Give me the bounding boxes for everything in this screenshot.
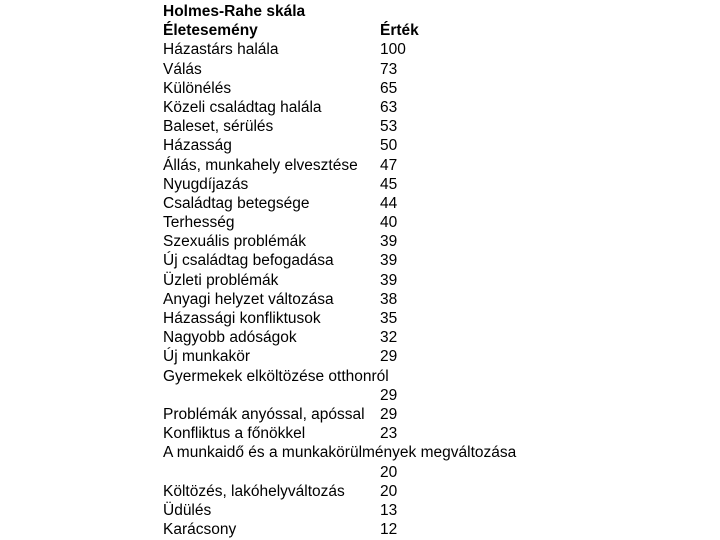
event-name: A munkaidő és a munkakörülmények megváltozása	[163, 444, 517, 462]
table-row	[163, 117, 720, 136]
table-row	[163, 194, 720, 213]
event-value: 50	[380, 137, 398, 155]
event-value: 39	[380, 252, 398, 270]
event-name: Különélés	[163, 79, 232, 97]
table-row	[163, 520, 720, 539]
event-value: 63	[380, 98, 398, 116]
table-row	[163, 232, 720, 251]
event-name: Problémák anyóssal, apóssal	[163, 405, 365, 423]
header-value: Érték	[380, 22, 419, 40]
table-row	[163, 251, 720, 270]
table-row	[163, 156, 720, 175]
event-name: Családtag betegsége	[163, 194, 310, 212]
event-name: Új családtag befogadása	[163, 252, 334, 270]
event-name: Üdülés	[163, 501, 212, 519]
event-name: Házassági konfliktusok	[163, 310, 321, 327]
event-value: 45	[380, 175, 398, 193]
table-row	[163, 443, 720, 481]
event-value: 13	[380, 501, 398, 519]
event-name: Szexuális problémák	[163, 233, 307, 251]
event-name: Baleset, sérülés	[163, 118, 274, 136]
document-title: Holmes-Rahe skála	[163, 3, 306, 20]
event-value: 39	[380, 233, 398, 251]
event-value: 23	[380, 425, 398, 443]
table-row	[163, 79, 720, 98]
table-row	[163, 328, 720, 347]
table-row	[163, 309, 720, 328]
table-row	[163, 482, 720, 501]
table-row	[163, 271, 720, 290]
event-value: 20	[380, 463, 398, 481]
event-name: Állás, munkahely elvesztése	[163, 156, 358, 174]
event-name: Üzleti problémák	[163, 271, 279, 289]
event-value: 73	[380, 60, 398, 78]
table-row	[163, 136, 720, 155]
table-row	[163, 40, 720, 59]
event-name: Házasság	[163, 137, 232, 155]
event-value: 38	[380, 290, 398, 308]
event-value: 44	[380, 194, 398, 212]
event-value: 35	[380, 310, 398, 327]
event-name: Válás	[163, 60, 202, 78]
holmes-rahe-document	[163, 2, 720, 539]
header-event: Életesemény	[163, 22, 258, 40]
event-value: 20	[380, 482, 398, 500]
event-name: Nagyobb adóságok	[163, 329, 297, 347]
table-row	[163, 424, 720, 443]
event-value: 53	[380, 118, 398, 136]
event-name: Nyugdíjazás	[163, 175, 249, 193]
event-value: 29	[380, 386, 398, 404]
table-row	[163, 60, 720, 79]
event-name: Közeli családtag halála	[163, 98, 322, 116]
table-row	[163, 213, 720, 232]
table-row	[163, 367, 720, 405]
table-header-row	[163, 21, 720, 40]
event-value: 29	[380, 405, 398, 423]
event-name: Gyermekek elköltözése otthonról	[163, 367, 389, 385]
event-value: 39	[380, 271, 398, 289]
event-value: 12	[380, 521, 398, 539]
document-title-row	[163, 2, 720, 21]
event-name: Konfliktus a főnökkel	[163, 425, 306, 443]
event-value: 47	[380, 156, 398, 174]
event-name: Terhesség	[163, 214, 235, 232]
table-row	[163, 347, 720, 366]
event-value: 40	[380, 214, 398, 232]
event-name: Házastárs halála	[163, 41, 279, 59]
event-name: Anyagi helyzet változása	[163, 290, 334, 308]
event-name: Költözés, lakóhelyváltozás	[163, 482, 345, 500]
event-name: Karácsony	[163, 521, 237, 539]
event-value: 100	[380, 41, 406, 59]
event-value: 65	[380, 79, 398, 97]
event-name: Új munkakör	[163, 348, 250, 366]
table-row	[163, 175, 720, 194]
table-row	[163, 405, 720, 424]
table-row	[163, 98, 720, 117]
event-value: 29	[380, 348, 398, 366]
event-value: 32	[380, 329, 398, 347]
table-row	[163, 501, 720, 520]
table-row	[163, 290, 720, 309]
